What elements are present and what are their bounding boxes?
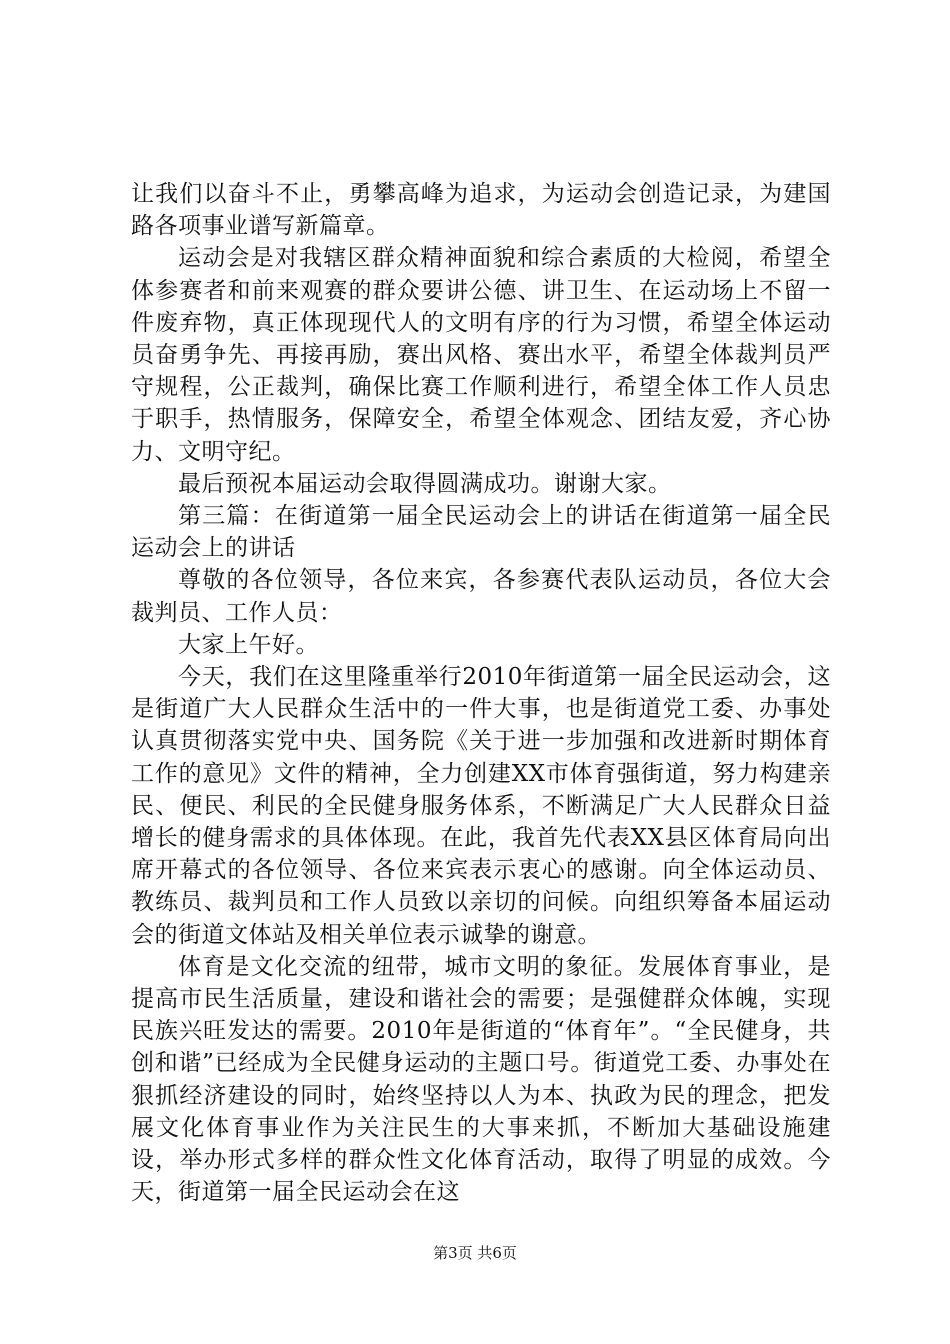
- paragraph-3: 最后预祝本届运动会取得圆满成功。谢谢大家。: [178, 470, 672, 497]
- paragraph-8: 体育是文化交流的纽带，城市文明的象征。发展体育事业，是提高市民生活质量，建设和谐社会的需要；是强健群众体魄，实现民族兴旺发达的需要。2010年是街道的“体育年”。“全民健身，共创和谐”已经成为全民健身运动的主题口号。街道党工委、办事处在狠抓经济建设的同时，始终坚持以人为本、执政为民的理念，把发展文化体育事业作为关注民生的大事来抓，不断加大基础设施建设，举办形式多样的群众性文化体育活动，取得了明显的成效。今天，街道第一届全民运动会在这: [131, 953, 831, 1206]
- paragraph-2: 运动会是对我辖区群众精神面貌和综合素质的大检阅，希望全体参赛者和前来观赛的群众要讲公德、讲卫生、在运动场上不留一件废弃物，真正体现现代人的文明有序的行为习惯，希望全体运动员奋勇争先、再接再励，赛出风格、赛出水平，希望全体裁判员严守规程，公正裁判，确保比赛工作顺利进行，希望全体工作人员忠于职手，热情服务，保障安全，希望全体观念、团结友爱，齐心协力、文明守纪。: [131, 245, 831, 465]
- document-body: [131, 178, 831, 1209]
- section-heading-paragraph: 第三篇：在街道第一届全民运动会上的讲话在街道第一届全民运动会上的讲话: [131, 503, 831, 562]
- greeting-paragraph: 大家上午好。: [178, 631, 319, 658]
- paragraph-7: 今天，我们在这里隆重举行2010年街道第一届全民运动会，这是街道广大人民群众生活中的一件大事，也是街道党工委、办事处认真贯彻落实党中央、国务院《关于进一步加强和改进新时期体育工作的意见》文件的精神，全力创建XX市体育强街道，努力构建亲民、便民、利民的全民健身服务体系，不断满足广大人民群众日益增长的健身需求的具体体现。在此，我首先代表XX县区体育局向出席开幕式的各位领导、各位来宾表示衷心的感谢。向全体运动员、教练员、裁判员和工作人员致以亲切的问候。向组织筹备本届运动会的街道文体站及相关单位表示诚挚的谢意。: [131, 664, 831, 948]
- paragraph-1: 让我们以奋斗不止，勇攀高峰为追求，为运动会创造记录，为建国路各项事业谱写新篇章。: [131, 181, 831, 240]
- page-number-label: 第3页 共6页: [433, 1244, 517, 1262]
- salutation-paragraph: 尊敬的各位领导，各位来宾，各参赛代表队运动员，各位大会裁判员、工作人员：: [131, 567, 831, 626]
- page-footer: [0, 1243, 950, 1263]
